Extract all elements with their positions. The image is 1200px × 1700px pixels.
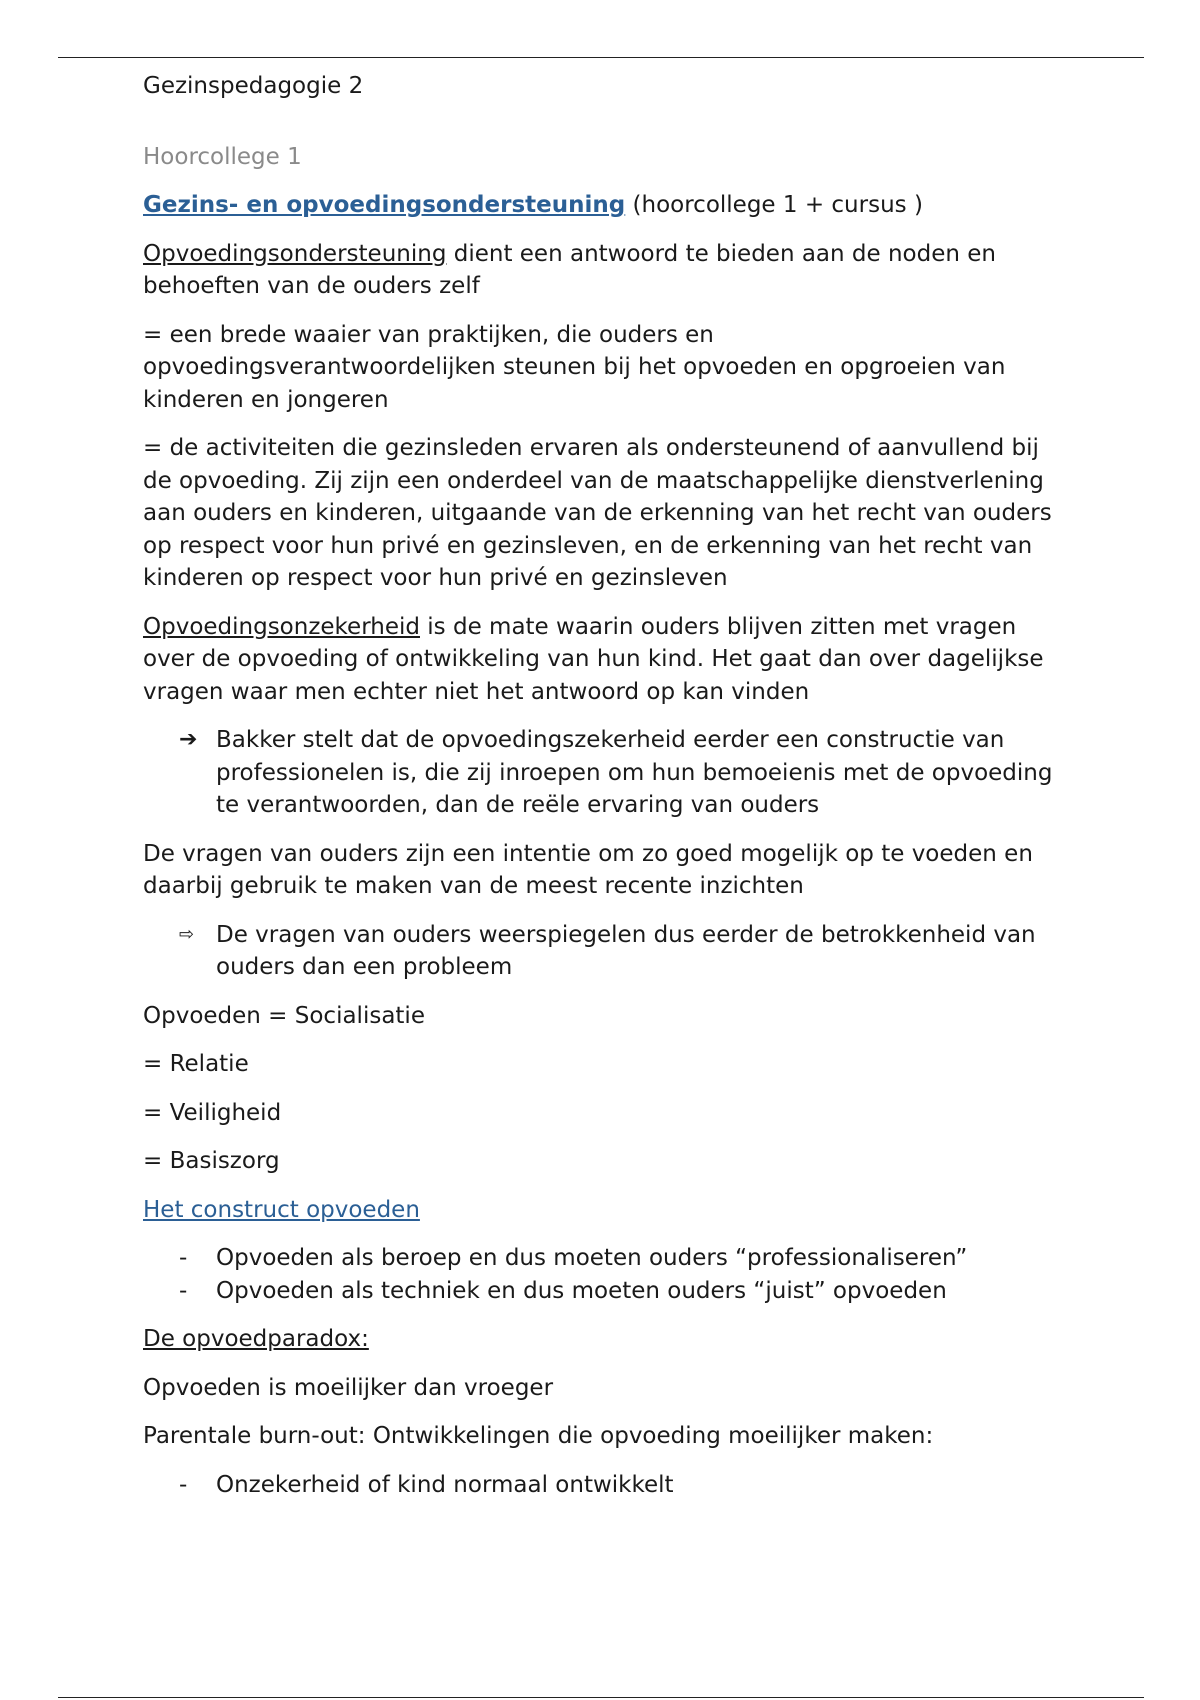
section-heading-link[interactable]: Gezins- en opvoedingsondersteuning bbox=[143, 192, 626, 218]
paragraph-vragen: De vragen van ouders zijn een intentie om zo goed mogelijk op te voeden en daarbij gebruik te maken van de meest recente inzichten bbox=[143, 840, 1033, 899]
header-rule bbox=[58, 57, 1144, 58]
list-item-text: Opvoeden als beroep en dus moeten ouders “professionaliseren” bbox=[216, 1245, 968, 1271]
list-item bbox=[143, 1242, 1063, 1275]
paragraph-opvoedingsondersteuning bbox=[143, 238, 1063, 303]
section-heading-construct bbox=[143, 1194, 1063, 1227]
footer-rule bbox=[58, 1697, 1144, 1698]
paradox-line-1: Opvoeden is moeilijker dan vroeger bbox=[143, 1374, 554, 1401]
outline-arrow-right-icon: ⇨ bbox=[179, 923, 195, 945]
opvoeden-line-3: = Veiligheid bbox=[143, 1099, 282, 1126]
dash-marker: - bbox=[179, 1245, 188, 1271]
paragraph-definition-1: = een brede waaier van praktijken, die ouders en opvoedingsverantwoordelijken steunen bij het opvoeden en opgroeien van kinderen en jongeren bbox=[143, 321, 1006, 413]
construct-heading-link[interactable]: Het construct opvoeden bbox=[143, 1196, 420, 1223]
paragraph-text: dient een antwoord te bieden aan de noden en behoeften van de ouders zelf bbox=[143, 240, 996, 299]
paragraph-text: is de mate waarin ouders blijven zitten met vragen over de opvoeding of ontwikkeling van hun kind. Het gaat dan over dagelijkse vragen waar men echter niet het antwoord op kan vinden bbox=[143, 613, 1044, 705]
paradox-list bbox=[143, 1469, 1063, 1502]
list-item-text: Onzekerheid of kind normaal ontwikkelt bbox=[216, 1471, 674, 1498]
document-page bbox=[143, 70, 1063, 1517]
arrow-bullet-bakker bbox=[143, 724, 1063, 822]
paradox-heading-text: De opvoedparadox: bbox=[143, 1326, 369, 1352]
opvoeden-line-2: = Relatie bbox=[143, 1051, 249, 1077]
arrow-right-icon: ➔ bbox=[179, 727, 198, 752]
bullet-text: Bakker stelt dat de opvoedingszekerheid eerder een constructie van professionelen is, die zij inroepen om hun bemoeienis met de opvoeding te verantwoorden, dan de reële ervaring van ouders bbox=[216, 727, 1053, 818]
dash-marker: - bbox=[179, 1471, 188, 1498]
list-item bbox=[143, 1469, 1063, 1502]
paradox-heading bbox=[143, 1323, 1063, 1356]
document-title: Gezinspedagogie 2 bbox=[143, 73, 364, 99]
arrow-bullet-betrokkenheid bbox=[143, 919, 1063, 984]
dash-marker: - bbox=[179, 1277, 188, 1304]
list-item-text: Opvoeden als techniek en dus moeten ouders “juist” opvoeden bbox=[216, 1277, 947, 1304]
bullet-text: De vragen van ouders weerspiegelen dus eerder de betrokkenheid van ouders dan een probleem bbox=[216, 921, 1036, 980]
list-item bbox=[143, 1275, 1063, 1308]
term-opvoedingsondersteuning: Opvoedingsondersteuning bbox=[143, 240, 447, 267]
term-opvoedingsonzekerheid: Opvoedingsonzekerheid bbox=[143, 613, 420, 640]
section-heading-line bbox=[143, 189, 1063, 222]
subtitle: Hoorcollege 1 bbox=[143, 143, 302, 170]
section-heading-suffix: (hoorcollege 1 + cursus ) bbox=[625, 192, 923, 218]
construct-list bbox=[143, 1242, 1063, 1307]
paradox-line-2: Parentale burn-out: Ontwikkelingen die opvoeding moeilijker maken: bbox=[143, 1423, 934, 1449]
opvoeden-line-4: = Basiszorg bbox=[143, 1148, 280, 1174]
paragraph-definition-2: = de activiteiten die gezinsleden ervaren als ondersteunend of aanvullend bij de opvoeding. Zij zijn een onderdeel van de maatschappelijke dienstverlening aan ouders en kinderen, uitgaande van de erkenning van het recht van ouders op respect voor hun privé en gezinsleven, en de erkenning van het recht van kinderen op respect voor hun privé en gezinsleven bbox=[143, 435, 1052, 591]
paragraph-opvoedingsonzekerheid bbox=[143, 611, 1063, 709]
opvoeden-line-1: Opvoeden = Socialisatie bbox=[143, 1002, 425, 1029]
